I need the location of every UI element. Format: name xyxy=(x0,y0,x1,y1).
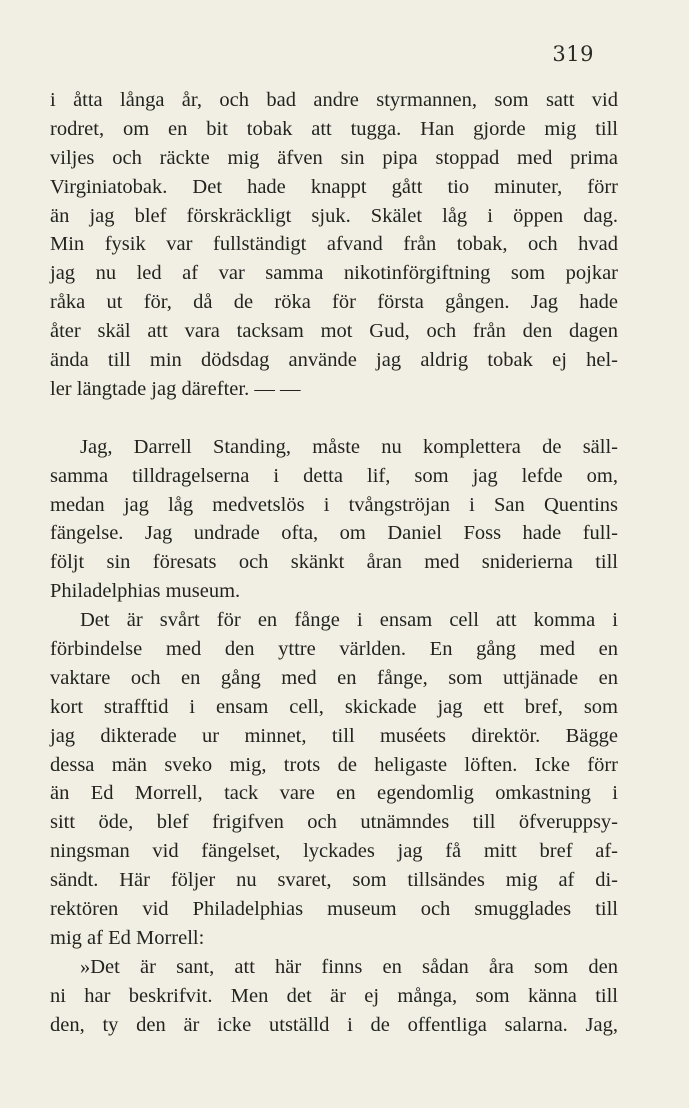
text-line: mig af Ed Morrell: xyxy=(50,926,205,949)
text-line: Jag, Darrell Standing, måste nu komplettera de säll- xyxy=(80,435,618,458)
text-line: vaktare och en gång med en fånge, som uttjänade en xyxy=(50,666,618,689)
text-line: kort strafftid i ensam cell, skickade jag ett bref, som xyxy=(50,695,618,718)
paragraph-4 xyxy=(50,953,618,1040)
paragraph-gap xyxy=(50,404,618,433)
text-line: rodret, om en bit tobak att tugga. Han gjorde mig till xyxy=(50,117,618,140)
paragraph-2 xyxy=(50,433,618,606)
text-line: ända till min dödsdag använde jag aldrig tobak ej hel- xyxy=(50,349,618,372)
text-line: följt sin föresats och skänkt åran med sniderierna till xyxy=(50,551,618,574)
text-line: än Ed Morrell, tack vare en egendomlig omkastning i xyxy=(50,782,618,805)
text-line: ni har beskrifvit. Men det är ej många, som känna till xyxy=(50,984,618,1007)
page-number: 319 xyxy=(552,42,594,66)
text-line: i åtta långa år, och bad andre styrmannen, som satt vid xyxy=(50,89,618,111)
text-line: sitt öde, blef frigifven och utnämndes till öfveruppsy- xyxy=(50,811,618,834)
text-line: dessa män sveko mig, trots de heligaste löften. Icke förr xyxy=(50,753,618,776)
text-line: jag dikterade ur minnet, till muséets direktör. Bägge xyxy=(50,724,618,747)
text-line: förbindelse med den yttre världen. En gång med en xyxy=(50,638,618,661)
text-line: Virginiatobak. Det hade knappt gått tio minuter, förr xyxy=(50,175,618,198)
paragraph-3 xyxy=(50,606,618,953)
text-line: åter skäl att vara tacksam mot Gud, och från den dagen xyxy=(50,320,618,343)
text-line: Philadelphias museum. xyxy=(50,580,241,603)
body-text xyxy=(50,86,618,1040)
text-line: jag nu led af var samma nikotinförgiftning som pojkar xyxy=(50,262,618,285)
text-line: »Det är sant, att här finns en sådan åra som den xyxy=(80,955,618,978)
text-line: samma tilldragelserna i detta lif, som jag lefde om, xyxy=(50,464,618,487)
text-line: ningsman vid fängelset, lyckades jag få mitt bref af- xyxy=(50,840,618,863)
text-line: fängelse. Jag undrade ofta, om Daniel Foss hade full- xyxy=(50,522,618,545)
text-line: Min fysik var fullständigt afvand från tobak, och hvad xyxy=(50,233,618,256)
text-line: den, ty den är icke utställd i de offentliga salarna. Jag, xyxy=(50,1013,618,1036)
text-line: viljes och räckte mig äfven sin pipa stoppad med prima xyxy=(50,146,618,169)
text-line: än jag blef förskräckligt sjuk. Skälet låg i öppen dag. xyxy=(50,204,618,227)
text-line: råka ut för, då de röka för första gången. Jag hade xyxy=(50,291,618,314)
text-line: ler längtade jag därefter. — — xyxy=(50,377,301,400)
text-line: medan jag låg medvetslös i tvångströjan i San Quentins xyxy=(50,493,618,516)
text-line: Det är svårt för en fånge i ensam cell att komma i xyxy=(80,609,618,632)
text-line: sändt. Här följer nu svaret, som tillsändes mig af di- xyxy=(50,869,618,892)
text-line: rektören vid Philadelphias museum och smugglades till xyxy=(50,898,618,921)
paragraph-1 xyxy=(50,86,618,404)
